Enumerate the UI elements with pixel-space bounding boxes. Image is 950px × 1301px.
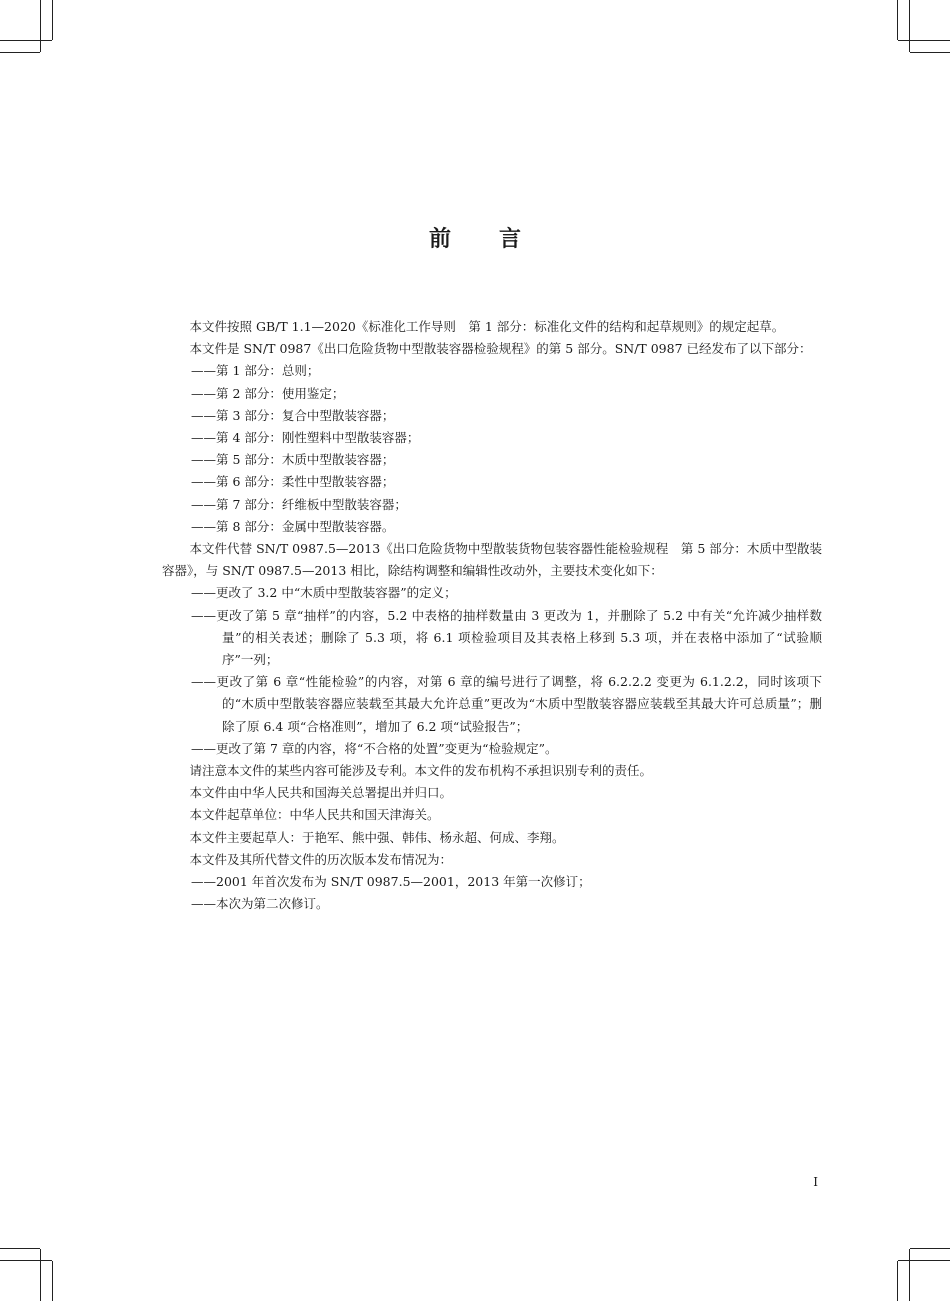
page-title [0, 222, 950, 253]
paragraph: 本文件起草单位：中华人民共和国天津海关。 [189, 807, 440, 823]
list-item: ——第 5 部分：木质中型散装容器； [191, 452, 395, 468]
paragraph: 本文件由中华人民共和国海关总署提出并归口。 [189, 785, 453, 801]
list-item: ——第 8 部分：金属中型散装容器。 [191, 518, 395, 534]
page-number: I [813, 1175, 818, 1189]
list-item: ——第 2 部分：使用鉴定； [191, 385, 345, 401]
list-item: ——更改了第 5 章“抽样”的内容，5.2 中表格的抽样数量由 3 更改为 1，并删除了 5.2 中有关“允许减少抽样数量”的相关表述；删除了 5.3 项，将 6.1 项检验项目及其表格上移到 5.3 项，并在表格中添加了“试验顺序”一列； [191, 607, 822, 668]
paragraph: 本文件是 SN/T 0987《出口危险货物中型散装容器检验规程》的第 5 部分。SN/T 0987 已经发布了以下部分： [189, 341, 812, 357]
list-item: ——本次为第二次修订。 [191, 896, 329, 912]
paragraph: 本文件主要起草人：于艳军、熊中强、韩伟、杨永超、何成、李翔。 [189, 829, 565, 845]
list-item: ——第 4 部分：刚性塑料中型散装容器； [191, 430, 420, 446]
list-item: ——2001 年首次发布为 SN/T 0987.5—2001，2013 年第一次修订； [191, 874, 591, 890]
paragraph: 本文件代替 SN/T 0987.5—2013《出口危险货物中型散装货物包装容器性能检验规程 第 5 部分：木质中型散装容器》，与 SN/T 0987.5—2013 相比，除结构调整和编辑性改动外，主要技术变化如下： [162, 541, 822, 579]
list-item: ——第 1 部分：总则； [191, 363, 320, 379]
list-item: ——第 7 部分：纤维板中型散装容器； [191, 496, 407, 512]
list-item: ——更改了第 6 章“性能检验”的内容，对第 6 章的编号进行了调整，将 6.2.2.2 变更为 6.1.2.2，同时该项下的“木质中型散装容器应装载至其最大允许总重”更改为“木质中型散装容器应装载至其最大许可总质量”；删除了原 6.4 项“合格准则”，增加了 6.2 项“试验报告”； [191, 674, 822, 734]
paragraph: 本文件及其所代替文件的历次版本发布情况为： [189, 851, 453, 867]
list-item: ——更改了第 7 章的内容，将“不合格的处置”变更为“检验规定”。 [191, 740, 558, 756]
document-body [162, 316, 822, 915]
list-item: ——第 3 部分：复合中型散装容器； [191, 407, 395, 423]
paragraph: 请注意本文件的某些内容可能涉及专利。本文件的发布机构不承担识别专利的责任。 [189, 763, 653, 779]
list-item: ——第 6 部分：柔性中型散装容器； [191, 474, 395, 490]
page-title-part1: 前 [428, 227, 451, 252]
list-item: ——更改了 3.2 中“木质中型散装容器”的定义； [191, 585, 457, 601]
paragraph: 本文件按照 GB/T 1.1—2020《标准化工作导则 第 1 部分：标准化文件的结构和起草规则》的规定起草。 [189, 319, 785, 334]
page-title-part2: 言 [499, 227, 522, 252]
